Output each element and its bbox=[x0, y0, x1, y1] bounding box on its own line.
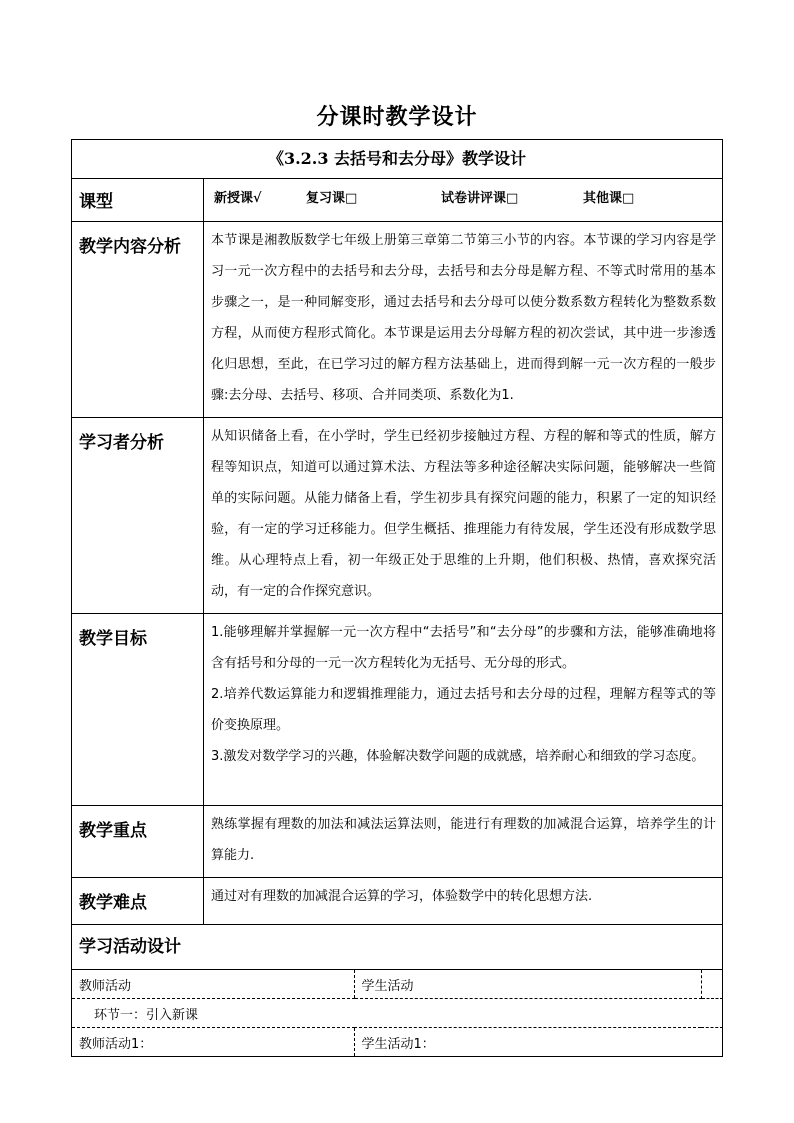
document-title: 分课时教学设计 bbox=[316, 104, 478, 130]
objectives-label: 教学目标 bbox=[72, 614, 204, 806]
objectives-list bbox=[204, 614, 723, 806]
activity-header-row bbox=[72, 970, 723, 999]
course-type-label: 课型 bbox=[72, 179, 204, 222]
activity-table-cell bbox=[72, 970, 723, 1057]
course-type-other: 其他课□ bbox=[583, 191, 635, 206]
activity-design-label: 学习活动设计 bbox=[72, 925, 723, 970]
teacher-activity-header: 教师活动 bbox=[72, 970, 354, 999]
difficult-points-row bbox=[72, 878, 723, 925]
course-type-row bbox=[72, 179, 723, 222]
activity-table-row bbox=[72, 970, 723, 1057]
key-points-text: 熟练掌握有理数的加法和减法运算法则，能进行有理数的加减混合运算，培养学生的计算能力. bbox=[204, 806, 723, 878]
learner-analysis-text: 从知识储备上看，在小学时，学生已经初步接触过方程、方程的解和等式的性质，解方程等知识点，知道可以通过算术法、方程法等多种途径解决实际问题，能够解决一些简单的实际问题。从能力储备上看，学生初步具有探究问题的能力，积累了一定的知识经验，有一定的学习迁移能力。但学生概括、推理能力有待发展，学生还没有形成数学思维。从心理特点上看，初一年级正处于思维的上升期，他们积极、热情，喜欢探究活动，有一定的合作探究意识。 bbox=[204, 418, 723, 614]
key-points-row bbox=[72, 806, 723, 878]
activity-table bbox=[72, 970, 723, 1056]
teacher-activity-1: 教师活动1： bbox=[79, 1036, 153, 1052]
content-analysis-text: 本节课是湘教版数学七年级上册第三章第二节第三小节的内容。本节课的学习内容是学习一元一次方程中的去括号和去分母，去括号和去分母是解方程、不等式时常用的基本步骤之一，是一种同解变形，通过去括号和去分母可以使分数系数方程转化为整数系数方程，从而使方程形式简化。本节课是运用去分母解方程的初次尝试，其中进一步渗透化归思想，至此，在已学习过的解方程方法基础上，进而得到解一元一次方程的一般步骤:去分母、去括号、移项、合并同类项、系数化为1. bbox=[204, 222, 723, 418]
course-type-new: 新授课√ bbox=[214, 191, 262, 206]
difficult-points-text: 通过对有理数的加减混合运算的学习，体验数学中的转化思想方法. bbox=[204, 878, 723, 925]
objective-item-2: 2.培养代数运算能力和逻辑推理能力，通过去括号和去分母的过程，理解方程等式的等价变换原理。 bbox=[211, 687, 716, 733]
content-analysis-label: 教学内容分析 bbox=[72, 222, 204, 418]
learner-analysis-row bbox=[72, 418, 723, 614]
activity-spacer bbox=[701, 970, 723, 999]
difficult-points-label: 教学难点 bbox=[72, 878, 204, 925]
student-activity-header: 学生活动 bbox=[354, 970, 701, 999]
learner-analysis-label: 学习者分析 bbox=[72, 418, 204, 614]
lesson-title: 《3.2.3 去括号和去分母》教学设计 bbox=[72, 140, 723, 179]
objective-item-3: 3.激发对数学学习的兴趣，体验解决数学问题的成就感，培养耐心和细致的学习态度。 bbox=[211, 749, 705, 764]
lesson-plan-table bbox=[71, 139, 723, 1057]
content-analysis-row bbox=[72, 222, 723, 418]
course-type-exam-review: 试卷讲评课□ bbox=[441, 191, 519, 206]
activity-section-row bbox=[72, 999, 723, 1028]
lesson-title-row bbox=[72, 140, 723, 179]
activity-spacer-2 bbox=[701, 1028, 723, 1057]
key-points-label: 教学重点 bbox=[72, 806, 204, 878]
objectives-row bbox=[72, 614, 723, 806]
activity-design-row bbox=[72, 925, 723, 970]
objective-item-1: 1.能够理解并掌握解一元一次方程中“去括号”和“去分母”的步骤和方法，能够准确地将含有括号和分母的一元一次方程转化为无括号、无分母的形式。 bbox=[211, 625, 716, 671]
course-type-review: 复习课□ bbox=[306, 191, 358, 206]
section-intro-label: 环节一：引入新课 bbox=[72, 999, 723, 1028]
student-activity-1: 学生活动1： bbox=[354, 1028, 701, 1057]
course-type-options bbox=[204, 179, 723, 222]
activity-row-1 bbox=[72, 1028, 723, 1057]
